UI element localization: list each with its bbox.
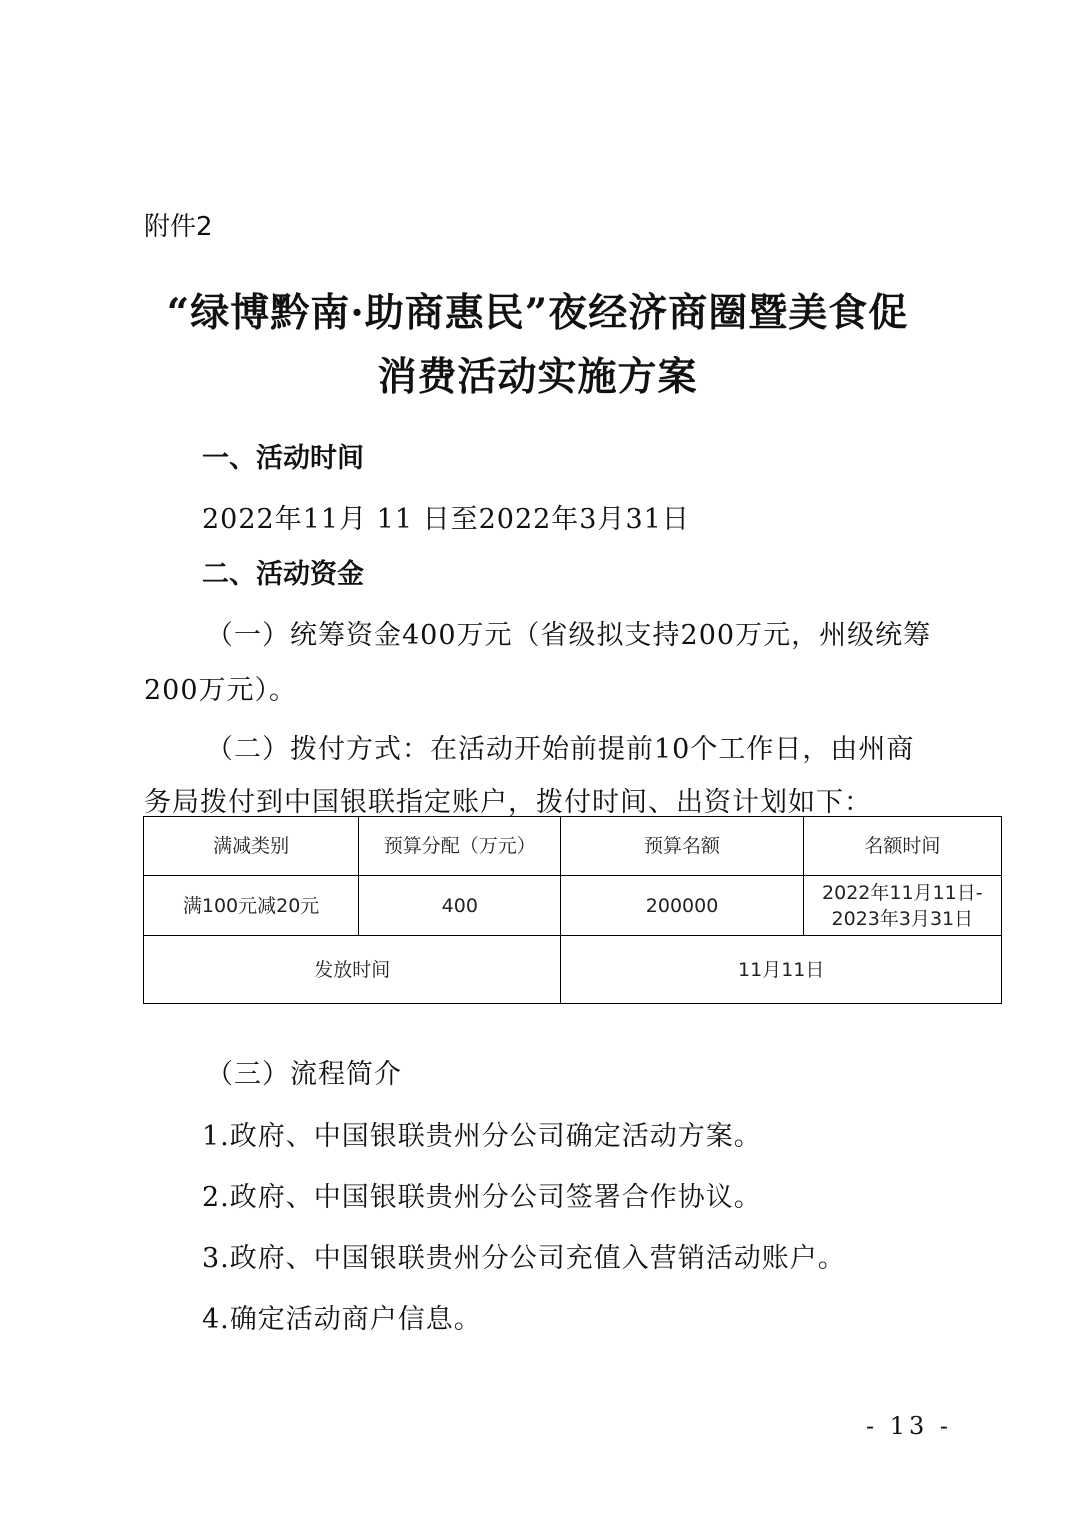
section-heading-activity-funds: 二、活动资金 bbox=[202, 559, 364, 590]
section-heading-activity-time: 一、活动时间 bbox=[202, 443, 364, 474]
funds-paragraph-line1: （一）统筹资金400万元（省级拟支持200万元，州级统筹 bbox=[206, 620, 932, 651]
payment-paragraph-line2: 务局拨付到中国银联指定账户，拨付时间、出资计划如下： bbox=[144, 787, 872, 818]
payment-paragraph-line1: （二）拨付方式：在活动开始前提前10个工作日，由州商 bbox=[206, 734, 915, 765]
process-item-4: 4.确定活动商户信息。 bbox=[202, 1304, 482, 1335]
attachment-label: 附件2 bbox=[144, 212, 213, 242]
header-budget: 预算分配（万元） bbox=[359, 817, 561, 876]
cell-release-label: 发放时间 bbox=[144, 936, 561, 1004]
table-release-row bbox=[144, 936, 1002, 1004]
activity-time-text: 2022年11月 11 日至2022年3月31日 bbox=[202, 504, 690, 535]
document-title-line2: 消费活动实施方案 bbox=[377, 354, 698, 400]
budget-table bbox=[143, 816, 1002, 1004]
period-line1: 2022年11月11日- bbox=[822, 881, 983, 904]
header-category: 满减类别 bbox=[144, 817, 359, 876]
section-heading-process: （三）流程简介 bbox=[206, 1059, 402, 1090]
table-header-row bbox=[144, 817, 1002, 876]
header-period: 名额时间 bbox=[803, 817, 1001, 876]
page-number: - 13 - bbox=[866, 1412, 953, 1440]
cell-release-value: 11月11日 bbox=[561, 936, 1002, 1004]
process-item-1: 1.政府、中国银联贵州分公司确定活动方案。 bbox=[202, 1121, 762, 1152]
cell-period bbox=[803, 876, 1001, 936]
period-line2: 2023年3月31日 bbox=[831, 907, 974, 930]
cell-category: 满100元减20元 bbox=[144, 876, 359, 936]
table-row bbox=[144, 876, 1002, 936]
process-item-2: 2.政府、中国银联贵州分公司签署合作协议。 bbox=[202, 1182, 762, 1213]
document-title-line1: “绿博黔南·助商惠民”夜经济商圈暨美食促 bbox=[166, 290, 909, 336]
process-item-3: 3.政府、中国银联贵州分公司充值入营销活动账户。 bbox=[202, 1243, 846, 1274]
funds-paragraph-line2: 200万元）。 bbox=[144, 675, 298, 706]
header-quota: 预算名额 bbox=[561, 817, 803, 876]
cell-quota: 200000 bbox=[561, 876, 803, 936]
cell-budget: 400 bbox=[359, 876, 561, 936]
